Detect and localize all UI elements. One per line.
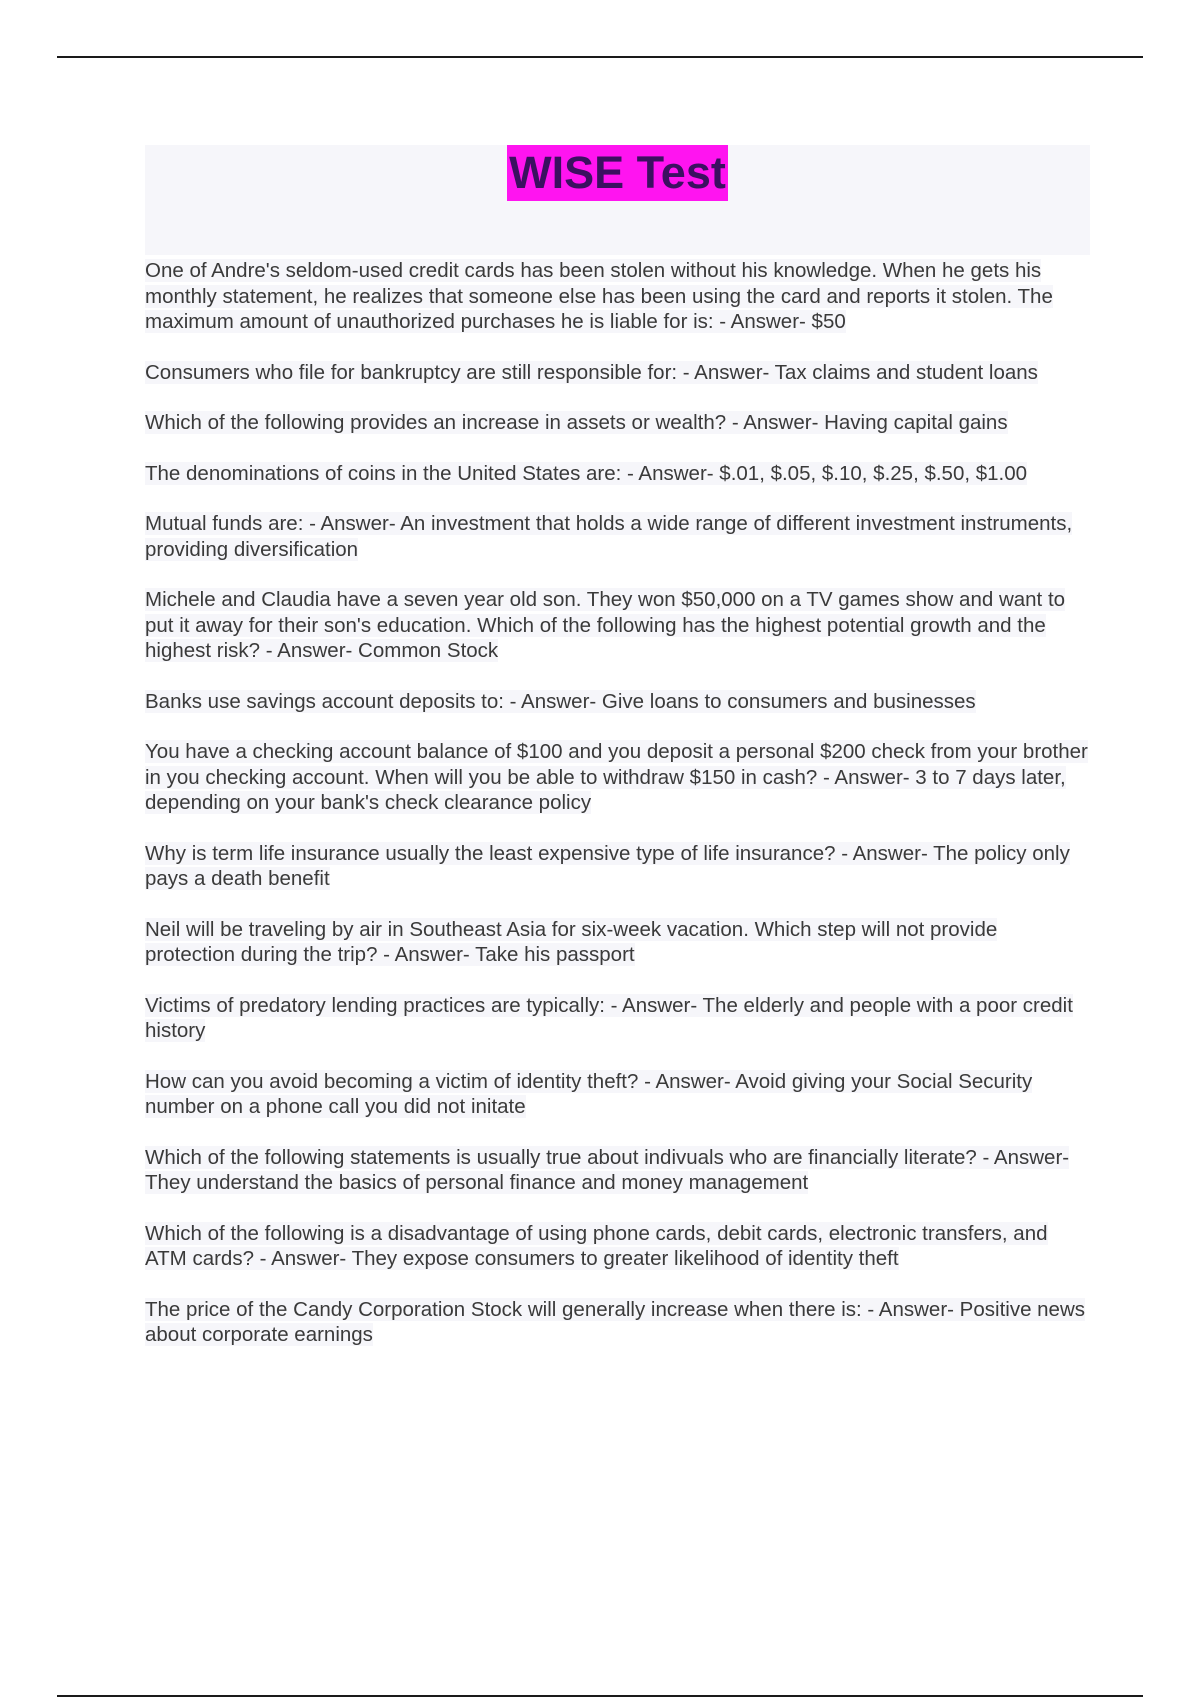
list-item xyxy=(145,461,1090,487)
question-answer-text: Mutual funds are: - Answer- An investment that holds a wide range of different investment instruments, providing diversification xyxy=(145,512,1073,561)
list-item xyxy=(145,1297,1090,1348)
list-item xyxy=(145,410,1090,436)
question-answer-text: Consumers who file for bankruptcy are still responsible for: - Answer- Tax claims and student loans xyxy=(145,360,1038,384)
question-answer-text: One of Andre's seldom-used credit cards has been stolen without his knowledge. When he gets his monthly statement, he realizes that someone else has been using the card and reports it stolen. The maximum amount of unauthorized purchases he is liable for is: - Answer- $50 xyxy=(145,259,1053,333)
bottom-rule xyxy=(57,1695,1143,1697)
top-rule xyxy=(57,56,1143,58)
list-item xyxy=(145,841,1090,892)
question-answer-text: Which of the following statements is usually true about indivuals who are financially literate? - Answer- They understand the basics of personal finance and money management xyxy=(145,1145,1070,1194)
list-item xyxy=(145,689,1090,715)
question-answer-text: Michele and Claudia have a seven year old son. They won $50,000 on a TV games show and want to put it away for their son's education. Which of the following has the highest potential growth and the highest risk? - Answer- Common Stock xyxy=(145,588,1066,662)
question-answer-text: Victims of predatory lending practices are typically: - Answer- The elderly and people with a poor credit history xyxy=(145,993,1073,1042)
document-body xyxy=(145,145,1090,1373)
list-item xyxy=(145,1069,1090,1120)
list-item xyxy=(145,1221,1090,1272)
question-answer-text: Neil will be traveling by air in Southeast Asia for six-week vacation. Which step will not provide protection during the trip? - Answer- Take his passport xyxy=(145,917,998,966)
list-item xyxy=(145,1145,1090,1196)
list-item xyxy=(145,258,1090,335)
question-answer-text: The denominations of coins in the United States are: - Answer- $.01, $.05, $.10, $.25, $.50, $1.00 xyxy=(145,461,1028,485)
question-answer-text: You have a checking account balance of $100 and you deposit a personal $200 check from your brother in you checking account. When will you be able to withdraw $150 in cash? - Answer- 3 to 7 days later, depending on your bank's check clearance policy xyxy=(145,740,1088,814)
question-answer-text: Banks use savings account deposits to: - Answer- Give loans to consumers and businesses xyxy=(145,689,976,713)
question-list xyxy=(145,258,1090,1348)
list-item xyxy=(145,360,1090,386)
list-item xyxy=(145,917,1090,968)
question-answer-text: The price of the Candy Corporation Stock will generally increase when there is: - Answer- Positive news about corporate earnings xyxy=(145,1297,1086,1346)
question-answer-text: Which of the following is a disadvantage of using phone cards, debit cards, electronic transfers, and ATM cards? - Answer- They expose consumers to greater likelihood of identity theft xyxy=(145,1221,1048,1270)
question-answer-text: Why is term life insurance usually the least expensive type of life insurance? - Answer- The policy only pays a death benefit xyxy=(145,841,1070,890)
list-item xyxy=(145,739,1090,816)
title-band xyxy=(145,145,1090,255)
question-answer-text: How can you avoid becoming a victim of identity theft? - Answer- Avoid giving your Social Security number on a phone call you did not initate xyxy=(145,1069,1033,1118)
list-item xyxy=(145,587,1090,664)
list-item xyxy=(145,511,1090,562)
question-answer-text: Which of the following provides an increase in assets or wealth? - Answer- Having capital gains xyxy=(145,411,1008,434)
document-title: WISE Test xyxy=(507,145,728,201)
list-item xyxy=(145,993,1090,1044)
